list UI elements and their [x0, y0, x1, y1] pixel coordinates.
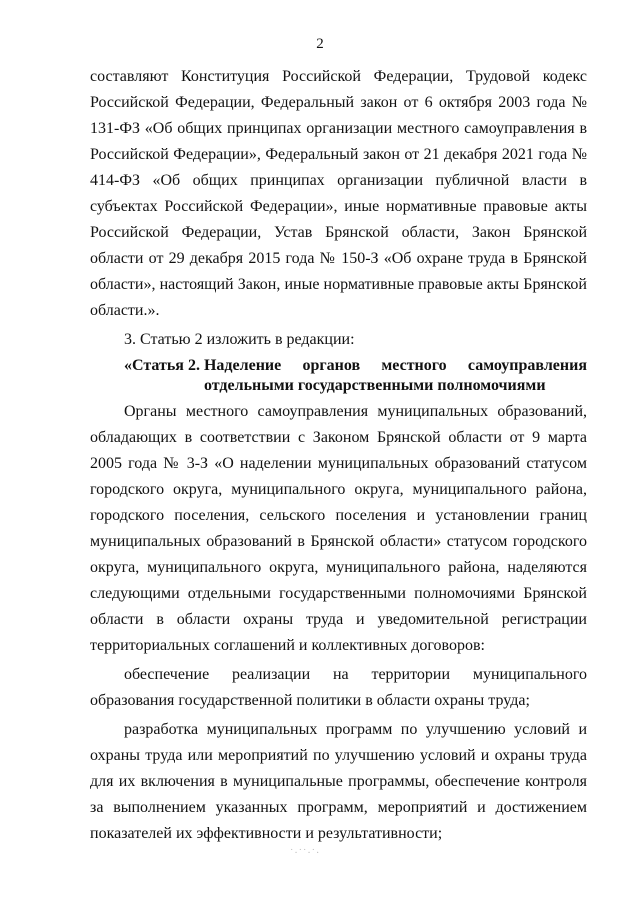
article-title-line-1: Наделение органов местного самоуправления: [203, 357, 587, 374]
article-number: «Статья 2.: [124, 357, 204, 374]
paragraph-authorities: Органы местного самоуправления муниципальных образований, обладающих в соответствии с Законом Брянской области от 9 марта 2005 года № 3-З «О наделении муниципальных образований статусом городского округа, муниципального округа, муниципального района, городского поселения, сельского поселения и установлении границ муниципальных образований в Брянской области» статусом городского округа, муниципального округа, муниципального района, наделяются следующими отдельными государственными полномочиями Брянской области в области охраны труда и уведомительной регистрации территориальных соглашений и коллективных договоров:: [90, 403, 587, 654]
paragraph-amendment-instruction: 3. Статью 2 изложить в редакции:: [124, 331, 355, 348]
scan-noise-mark: ˙·˙˙·˙·: [290, 848, 321, 859]
paragraph-legal-basis: составляют Конституция Российской Федерации, Трудовой кодекс Российской Федерации, Федеральный закон от 6 октября 2003 года № 131-ФЗ «Об общих принципах организации местного самоуправления в Российской Федерации», Федеральный закон от 21 декабря 2021 года № 414-ФЗ «Об общих принципах организации публичной власти в субъектах Российской Федерации», иные нормативные правовые акты Российской Федерации, Устав Брянской области, Закон Брянской области от 29 декабря 2015 года № 150-З «Об охране труда в Брянской области», настоящий Закон, иные нормативные правовые акты Брянской области.».: [90, 68, 587, 319]
document-body: [90, 64, 587, 847]
article-title-line-2: отдельными государственными полномочиями: [203, 377, 546, 394]
page-number: 2: [316, 36, 324, 52]
article-heading: [124, 356, 587, 396]
paragraph-programs-development: разработка муниципальных программ по улучшению условий и охраны труда или мероприятий по улучшению условий и охраны труда для их включения в муниципальные программы, обеспечение контроля за выполнением указанных программ, мероприятий и достижением показателей их эффективности и результативности;: [90, 721, 587, 842]
article-title: [204, 356, 587, 396]
paragraph-policy-implementation: обеспечение реализации на территории муниципального образования государственной политики в области охраны труда;: [90, 666, 587, 709]
